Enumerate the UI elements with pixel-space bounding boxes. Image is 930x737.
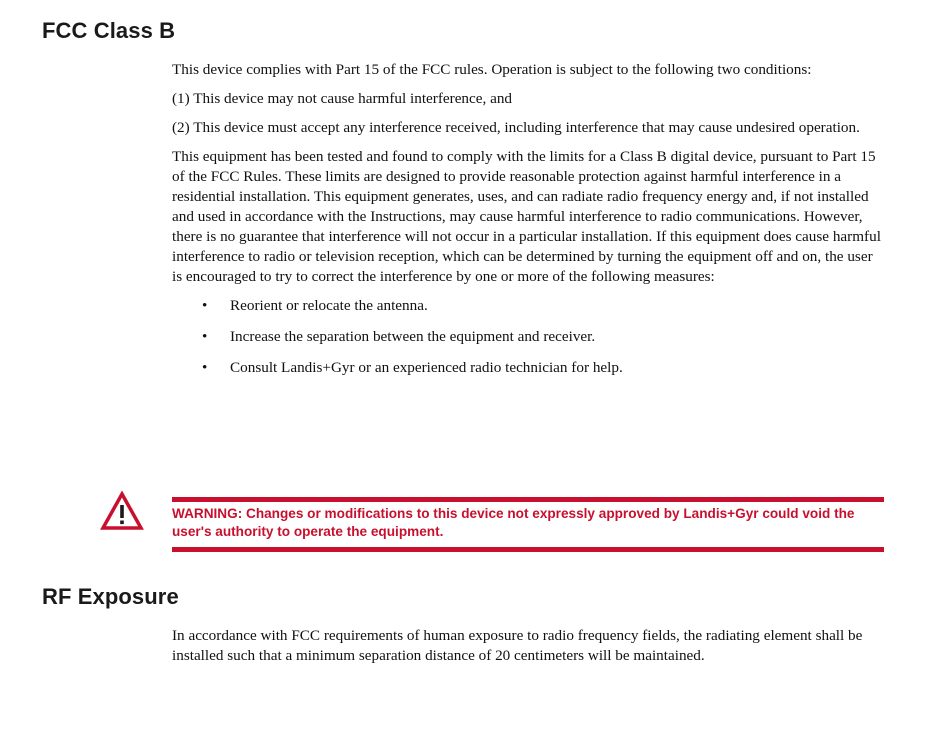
- rf-exposure-heading: RF Exposure: [42, 584, 179, 609]
- list-item: [172, 296, 884, 316]
- list-item: [172, 327, 884, 347]
- warning-bottom-rule: [172, 547, 884, 552]
- warning-top-rule: [172, 497, 884, 502]
- list-item-text: Consult Landis+Gyr or an experienced radio technician for help.: [230, 359, 623, 376]
- bullet-icon: •: [202, 328, 208, 345]
- bullet-icon: •: [202, 359, 208, 376]
- warning-text: WARNING: Changes or modifications to this device not expressly approved by Landis+Gyr could void the user's authority to operate the equipment.: [172, 506, 855, 539]
- rf-exposure-body: [172, 626, 884, 675]
- fcc-class-b-body: [172, 60, 884, 389]
- list-item: [172, 358, 884, 378]
- warning-triangle-icon: [100, 491, 144, 531]
- fcc-paragraph-class-b: This equipment has been tested and found to comply with the limits for a Class B digital device, pursuant to Part 15 of the FCC Rules. These limits are designed to provide reasonable protection against harmful interference in a residential installation. This equipment generates, uses, and can radiate radio frequency energy and, if not installed and used in accordance with the Instructions, may cause harmful interference to radio communications. However, there is no guarantee that interference will not occur in a particular installation. If this equipment does cause harmful interference to radio or television reception, which can be determined by turning the equipment off and on, the user is encouraged to try to correct the interference by one or more of the following measures:: [172, 148, 881, 285]
- warning-callout: [100, 497, 886, 555]
- rf-paragraph: In accordance with FCC requirements of human exposure to radio frequency fields, the radiating element shall be installed such that a minimum separation distance of 20 centimeters will be maintained.: [172, 627, 863, 664]
- fcc-condition-1: (1) This device may not cause harmful interference, and: [172, 90, 513, 107]
- fcc-paragraph-conditions: This device complies with Part 15 of the FCC rules. Operation is subject to the following two conditions:: [172, 61, 812, 78]
- fcc-measures-list: [172, 296, 884, 378]
- fcc-class-b-heading: FCC Class B: [42, 18, 176, 43]
- bullet-icon: •: [202, 297, 208, 314]
- list-item-text: Reorient or relocate the antenna.: [230, 297, 428, 314]
- list-item-text: Increase the separation between the equipment and receiver.: [230, 328, 596, 345]
- fcc-condition-2: (2) This device must accept any interference received, including interference that may cause undesired operation.: [172, 119, 860, 136]
